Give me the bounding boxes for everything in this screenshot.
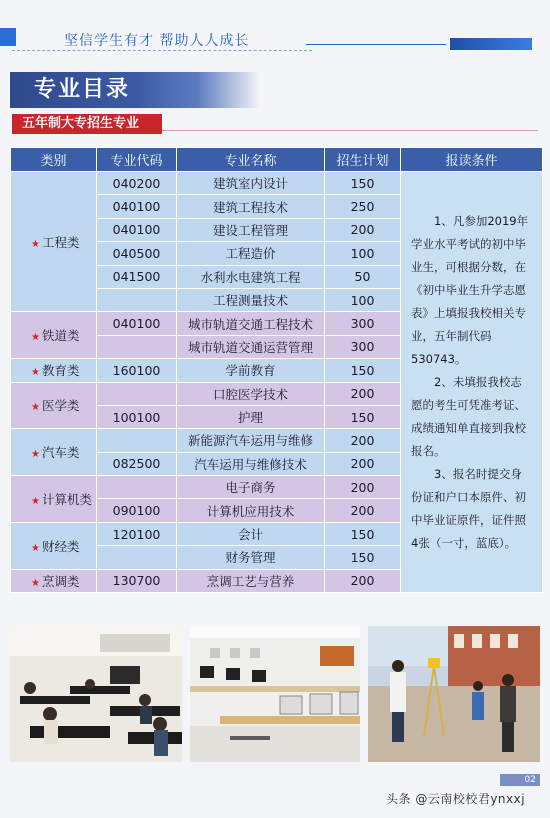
computer-lab-illustration <box>190 626 360 762</box>
subsection-divider <box>162 130 538 131</box>
header-category: 类别 <box>11 148 97 172</box>
plan-cell: 200 <box>325 382 401 405</box>
section-title: 专业目录 <box>10 72 260 108</box>
page-number: 02 <box>500 774 540 786</box>
header-plan: 招生计划 <box>325 148 401 172</box>
category-cell: ★ 铁道类 <box>11 312 97 359</box>
plan-cell: 150 <box>325 172 401 195</box>
condition-3: 3、报名时提交身份证和户口本原件、初中毕业证原件，证件照4张（一寸，蓝底）。 <box>411 466 526 550</box>
name-cell: 工程测量技术 <box>177 288 325 311</box>
program-table <box>10 147 543 593</box>
code-cell <box>97 288 177 311</box>
category-cell: ★ 医学类 <box>11 382 97 429</box>
category-cell: ★ 汽车类 <box>11 429 97 476</box>
star-icon: ★ <box>31 495 40 507</box>
piano-classroom-photo <box>10 626 182 762</box>
program-table-wrapper <box>10 147 542 593</box>
code-cell: 100100 <box>97 405 177 428</box>
plan-cell: 150 <box>325 522 401 545</box>
plan-cell: 250 <box>325 195 401 218</box>
plan-cell: 300 <box>325 335 401 358</box>
watermark-text: 头条 @云南校校君ynxxj <box>386 792 526 806</box>
header-name: 专业名称 <box>177 148 325 172</box>
code-cell <box>97 335 177 358</box>
name-cell: 工程造价 <box>177 242 325 265</box>
table-header-row <box>11 148 543 172</box>
code-cell: 040500 <box>97 242 177 265</box>
code-cell <box>97 382 177 405</box>
plan-cell: 200 <box>325 569 401 592</box>
name-cell: 新能源汽车运用与维修 <box>177 429 325 452</box>
header-code: 专业代码 <box>97 148 177 172</box>
name-cell: 汽车运用与维修技术 <box>177 452 325 475</box>
star-icon: ★ <box>31 577 40 589</box>
category-cell: ★ 教育类 <box>11 359 97 382</box>
code-cell: 082500 <box>97 452 177 475</box>
header-accent-block <box>0 28 16 46</box>
star-icon: ★ <box>31 449 40 461</box>
category-cell: ★ 财经类 <box>11 522 97 569</box>
plan-cell: 200 <box>325 476 401 499</box>
piano-classroom-illustration <box>10 626 182 762</box>
header-conditions: 报读条件 <box>401 148 543 172</box>
plan-cell: 300 <box>325 312 401 335</box>
plan-cell: 100 <box>325 288 401 311</box>
name-cell: 烹调工艺与营养 <box>177 569 325 592</box>
name-cell: 电子商务 <box>177 476 325 499</box>
plan-cell: 200 <box>325 429 401 452</box>
name-cell: 护理 <box>177 405 325 428</box>
slogan-text: 坚信学生有才 帮助人人成长 <box>64 33 250 49</box>
code-cell: 090100 <box>97 499 177 522</box>
plan-cell: 150 <box>325 359 401 382</box>
star-icon: ★ <box>31 402 40 414</box>
code-cell: 130700 <box>97 569 177 592</box>
star-icon: ★ <box>31 332 40 344</box>
name-cell: 建设工程管理 <box>177 218 325 241</box>
photo-strip <box>10 626 540 762</box>
header-bar <box>0 0 550 62</box>
name-cell: 城市轨道交通工程技术 <box>177 312 325 335</box>
header-decoration-line <box>306 44 446 45</box>
name-cell: 计算机应用技术 <box>177 499 325 522</box>
condition-1: 1、凡参加2019年学业水平考试的初中毕业生，可根据分数，在《初中毕业生升学志愿表》上填报我校相关专业，五年制代码530743。 <box>411 213 529 366</box>
surveying-practice-photo <box>368 626 540 762</box>
category-cell: ★ 工程类 <box>11 172 97 312</box>
code-cell: 120100 <box>97 522 177 545</box>
code-cell: 040100 <box>97 218 177 241</box>
plan-cell: 100 <box>325 242 401 265</box>
plan-cell: 200 <box>325 452 401 475</box>
plan-cell: 150 <box>325 405 401 428</box>
code-cell <box>97 546 177 569</box>
plan-cell: 200 <box>325 218 401 241</box>
star-icon: ★ <box>31 542 40 554</box>
name-cell: 学前教育 <box>177 359 325 382</box>
star-icon: ★ <box>31 238 40 250</box>
name-cell: 建筑室内设计 <box>177 172 325 195</box>
header-divider <box>12 50 312 51</box>
code-cell <box>97 476 177 499</box>
plan-cell: 150 <box>325 546 401 569</box>
computer-lab-photo <box>190 626 360 762</box>
plan-cell: 50 <box>325 265 401 288</box>
code-cell <box>97 429 177 452</box>
name-cell: 城市轨道交通运营管理 <box>177 335 325 358</box>
table-row <box>11 172 543 195</box>
star-icon: ★ <box>31 367 40 379</box>
code-cell: 160100 <box>97 359 177 382</box>
category-cell: ★ 计算机类 <box>11 476 97 523</box>
name-cell: 建筑工程技术 <box>177 195 325 218</box>
condition-2: 2、未填报我校志愿的考生可凭准考证、成绩通知单直接到我校报名。 <box>411 374 526 458</box>
code-cell: 040200 <box>97 172 177 195</box>
subsection-title: 五年制大专招生专业 <box>12 114 162 134</box>
surveying-practice-illustration <box>368 626 540 762</box>
name-cell: 会计 <box>177 522 325 545</box>
name-cell: 水利水电建筑工程 <box>177 265 325 288</box>
code-cell: 040100 <box>97 195 177 218</box>
code-cell: 040100 <box>97 312 177 335</box>
category-cell: ★ 烹调类 <box>11 569 97 592</box>
plan-cell: 200 <box>325 499 401 522</box>
name-cell: 口腔医学技术 <box>177 382 325 405</box>
code-cell: 041500 <box>97 265 177 288</box>
name-cell: 财务管理 <box>177 546 325 569</box>
header-decoration-block <box>450 38 532 50</box>
conditions-cell <box>401 172 543 593</box>
